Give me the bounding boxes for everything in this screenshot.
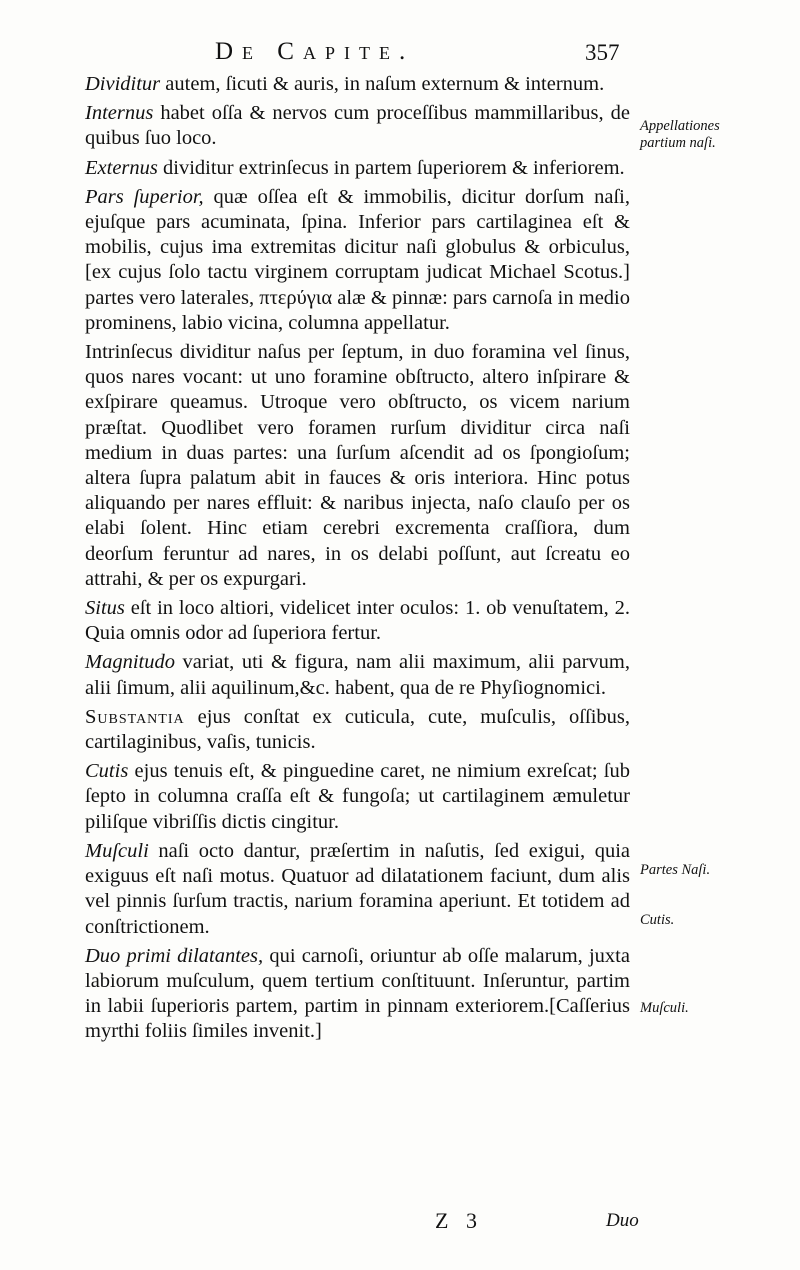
paragraph-lead: Cutis <box>85 760 129 783</box>
paragraph-text: dividitur extrinſecus in partem ſuperiorem & inferiorem. <box>157 156 625 179</box>
catchword: Duo <box>606 1210 639 1231</box>
paragraph-lead: Externus <box>85 156 158 179</box>
margin-note: Appellationes partium naſi. <box>640 118 720 151</box>
paragraph-text: Intrinſecus dividitur naſus per ſeptum, in duo foramina vel ſinus, quos nares vocant: ut uno foramine obſtructo, altero inſpirare & exſpirare queamus. Utroque vero obſtructo, os vicem narium præſtat. Quodlibet vero foramen rurſum dividitur circa naſi medium in duas partes: una ſurſum aſcendit ad os ſpongioſum; altera ſupra palatum abit in fauces & oris interiora. Hinc potus aliquando per nares effluit: & naribus injecta, naſo clauſo per os elabi ſolent. Hinc etiam cerebri excrementa craſſiora, dum deorſum feruntur ad nares, in os delabi poſſunt, aut ſcreatu eo attrahi, & per os expurgari. <box>85 341 630 590</box>
margin-note: Muſculi. <box>640 1000 689 1016</box>
paragraph-text: quæ oſſea eſt & immobilis, dicitur dorſum naſi, ejuſque pars acuminata, ſpina. Inferior pars cartilaginea eſt & mobilis, cujus ima extremitas dicitur naſi globulus & orbiculus, [ex cujus ſolo tactu virginem corruptam judicat Michael Scotus.] partes vero laterales, πτερύγια alæ & pinnæ: pars carnoſa in medio prominens, labio vicina, columna appellatur. <box>85 185 630 334</box>
running-title: De Capite. <box>215 38 415 65</box>
paragraph <box>85 340 630 592</box>
paragraph-text: ejus conſtat ex cuticula, cute, muſculis, oſſibus, cartilaginibus, vaſis, tunicis. <box>85 705 630 754</box>
main-text <box>85 72 630 1049</box>
paragraph <box>85 72 630 97</box>
paragraph-lead: Internus <box>85 102 154 125</box>
paragraph <box>85 759 630 835</box>
paragraph <box>85 944 630 1045</box>
margin-note: Partes Naſi. <box>640 862 711 878</box>
signature-mark: Z 3 <box>435 1208 483 1233</box>
paragraph <box>85 185 630 336</box>
paragraph-lead: Duo primi dilatantes, <box>85 944 264 967</box>
paragraph-lead: Pars ſuperior, <box>85 185 204 208</box>
paragraph-lead: Dividitur <box>85 73 161 95</box>
paragraph <box>85 650 630 700</box>
paragraph-text: qui carnoſi, oriuntur ab oſſe malarum, juxta labiorum muſculum, quem tertium conſtituunt. Inſeruntur, partim in labii ſuperioris partem, partim in pinnam exteriorem.[Caſſerius myrthi foliis ſimiles invenit.] <box>85 944 630 1043</box>
page-number: 357 <box>585 40 620 65</box>
paragraph-text: naſi octo dantur, præſertim in naſutis, ſed exigui, quia exiguus eſt naſi motus. Quatuor ad dilatationem faciunt, dum alis vel pinnis ſurſum tractis, narium foramina aperiunt. Et totidem ad conſtrictionem. <box>85 839 630 938</box>
paragraph-text: ejus tenuis eſt, & pinguedine caret, ne nimium exreſcat; ſub ſepto in columna craſſa eſt & fungoſa; ut cartilaginem æmuletur piliſque vibriſſis dictis cingitur. <box>85 760 630 833</box>
paragraph <box>85 101 630 151</box>
paragraph-lead: Magnitudo <box>85 651 175 674</box>
paragraph-text: variat, uti & figura, nam alii maximum, alii parvum, alii ſimum, alii aquilinum,&c. habent, qua de re Phyſiognomici. <box>85 651 630 699</box>
paragraph-text: eſt in loco altiori, videlicet inter oculos: 1. ob venuſtatem, 2. Quia omnis odor ad ſuperiora fertur. <box>85 597 630 645</box>
page-footer <box>0 1208 800 1238</box>
paragraph <box>85 156 630 181</box>
paragraph <box>85 596 630 646</box>
margin-note: Cutis. <box>640 912 675 928</box>
paragraph <box>85 705 630 755</box>
paragraph-text: habet oſſa & nervos cum proceſſibus mammillaribus, de quibus ſuo loco. <box>85 102 630 150</box>
paragraph-lead: Situs <box>85 597 125 620</box>
paragraph-lead: Muſculi <box>85 839 149 862</box>
paragraph-text: autem, ſicuti & auris, in naſum externum & internum. <box>160 73 605 95</box>
paragraph-lead: Substantia <box>85 705 185 728</box>
paragraph <box>85 839 630 940</box>
